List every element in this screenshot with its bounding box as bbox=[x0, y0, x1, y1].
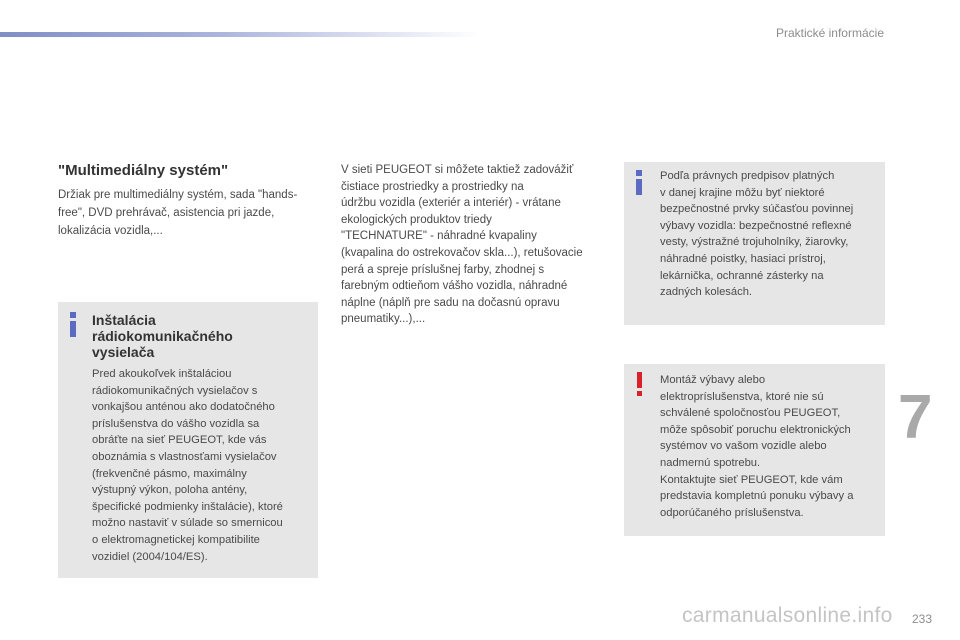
accessories-text: V sieti PEUGEOT si môžete taktiež zadovážiť čistiace prostriedky a prostriedky na údržbu vozidla (exteriér a interiér) - vrátane ekologických produktov triedy "TECHNATURE" - náhradné kvapaliny (kvapalina do ostrekovačov skla...), retušovacie perá a spreje príslušnej farby, zhodnej s farebným odtieňom vášho vozidla, náhradné náplne (náplň pre sadu na dočasnú opravu pneumatiky...),... bbox=[341, 164, 583, 326]
install-text: Pred akoukoľvek inštaláciou rádiokomunikačných vysielačov s vonkajšou anténou ako dodatočného príslušenstva do vášho vozidla sa obráťte na sieť PEUGEOT, kde vás oboznámia s vlastnosťami vysielačov (frekvenčné pásmo, maximálny výstupný výkon, poloha antény, špecifické podmienky inštalácie), ktoré možno nastaviť v súlade so smernicou o elektromagnetickej kompatibilite vozidiel (2004/104/ES). bbox=[92, 368, 283, 563]
section-header-title: Praktické informácie bbox=[775, 26, 884, 40]
legal-text: Podľa právnych predpisov platných v danej krajine môžu byť niektoré bezpečnostné prvky súčasťou povinnej výbavy vozidla: bezpečnostné reflexné vesty, výstražné trojuholníky, žiarovky, náhradné poistky, hasiaci prístroj, lekárnička, ochranné zásterky na zadných kolesách. bbox=[660, 170, 854, 299]
header-accent-bar bbox=[0, 32, 480, 37]
multimedia-text: Držiak pre multimediálny systém, sada "hands- free", DVD prehrávač, asistencia pri jazde, lokalizácia vozidla,... bbox=[58, 189, 298, 237]
install-title: Inštalácia rádiokomunikačného vysielača bbox=[92, 312, 233, 360]
multimedia-title: "Multimediálny systém" bbox=[58, 162, 229, 179]
chapter-number: 7 bbox=[898, 383, 933, 452]
page-number: 233 bbox=[912, 612, 933, 626]
watermark: carmanualsonline.info bbox=[682, 604, 893, 627]
warning-text: Montáž výbavy alebo elektropríslušenstva, ktoré nie sú schválené spoločnosťou PEUGEOT, môže spôsobiť poruchu elektronických systémov vo vašom vozidle alebo nadmernú spotrebu. Kontaktujte sieť PEUGEOT, kde vám predstavia kompletnú ponuku výbavy a odporúčaného príslušenstva. bbox=[660, 374, 854, 519]
